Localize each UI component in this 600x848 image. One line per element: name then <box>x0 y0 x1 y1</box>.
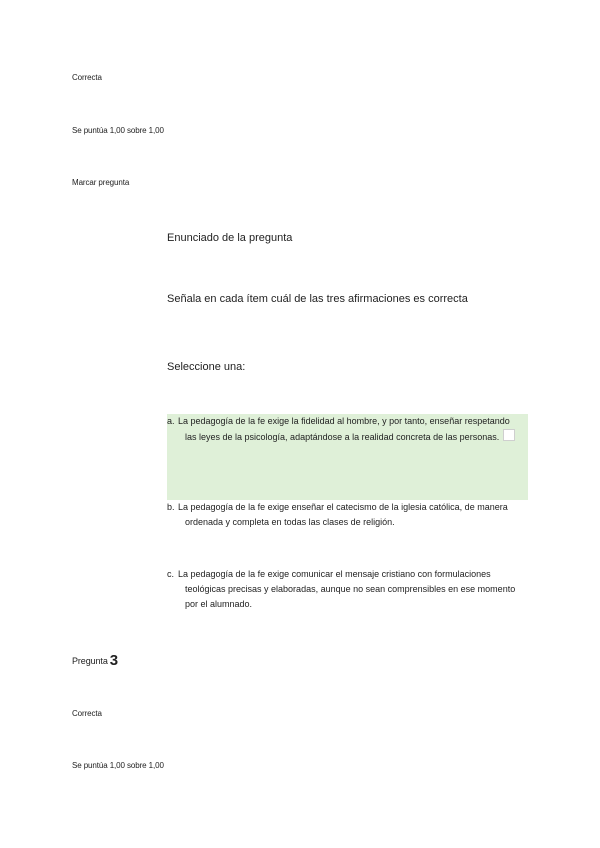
question-state: Correcta <box>72 73 102 82</box>
question-grade: Se puntúa 1,00 sobre 1,00 <box>72 126 164 135</box>
select-prompt: Seleccione una: <box>167 361 246 373</box>
answer-option-c[interactable] <box>167 567 528 612</box>
statement-heading: Enunciado de la pregunta <box>167 232 293 244</box>
question-grade: Se puntúa 1,00 sobre 1,00 <box>72 761 164 770</box>
correct-mark-icon <box>503 429 515 441</box>
question-number <box>72 654 118 668</box>
question-text: Señala en cada ítem cuál de las tres afirmaciones es correcta <box>167 293 468 305</box>
option-letter: c. <box>167 569 175 579</box>
option-text: La pedagogía de la fe exige comunicar el mensaje cristiano con formulaciones teológicas precisas y elaboradas, aunque no sean comprensibles en ese momento por el alumnado. <box>178 569 516 609</box>
answer-option-b[interactable] <box>167 500 528 530</box>
question-state: Correcta <box>72 709 102 718</box>
flag-question-link[interactable]: Marcar pregunta <box>72 178 130 187</box>
option-text: La pedagogía de la fe exige la fidelidad al hombre, y por tanto, enseñar respetando las leyes de la psicología, adaptándose a la realidad concreta de las personas. <box>178 416 510 442</box>
answer-option-a[interactable] <box>167 414 528 500</box>
option-letter: b. <box>167 502 175 512</box>
question-label: Pregunta <box>72 656 108 666</box>
option-text: La pedagogía de la fe exige enseñar el catecismo de la iglesia católica, de manera ordenada y completa en todas las clases de religión. <box>178 502 508 527</box>
question-number-value: 3 <box>109 652 118 669</box>
option-letter: a. <box>167 416 175 426</box>
